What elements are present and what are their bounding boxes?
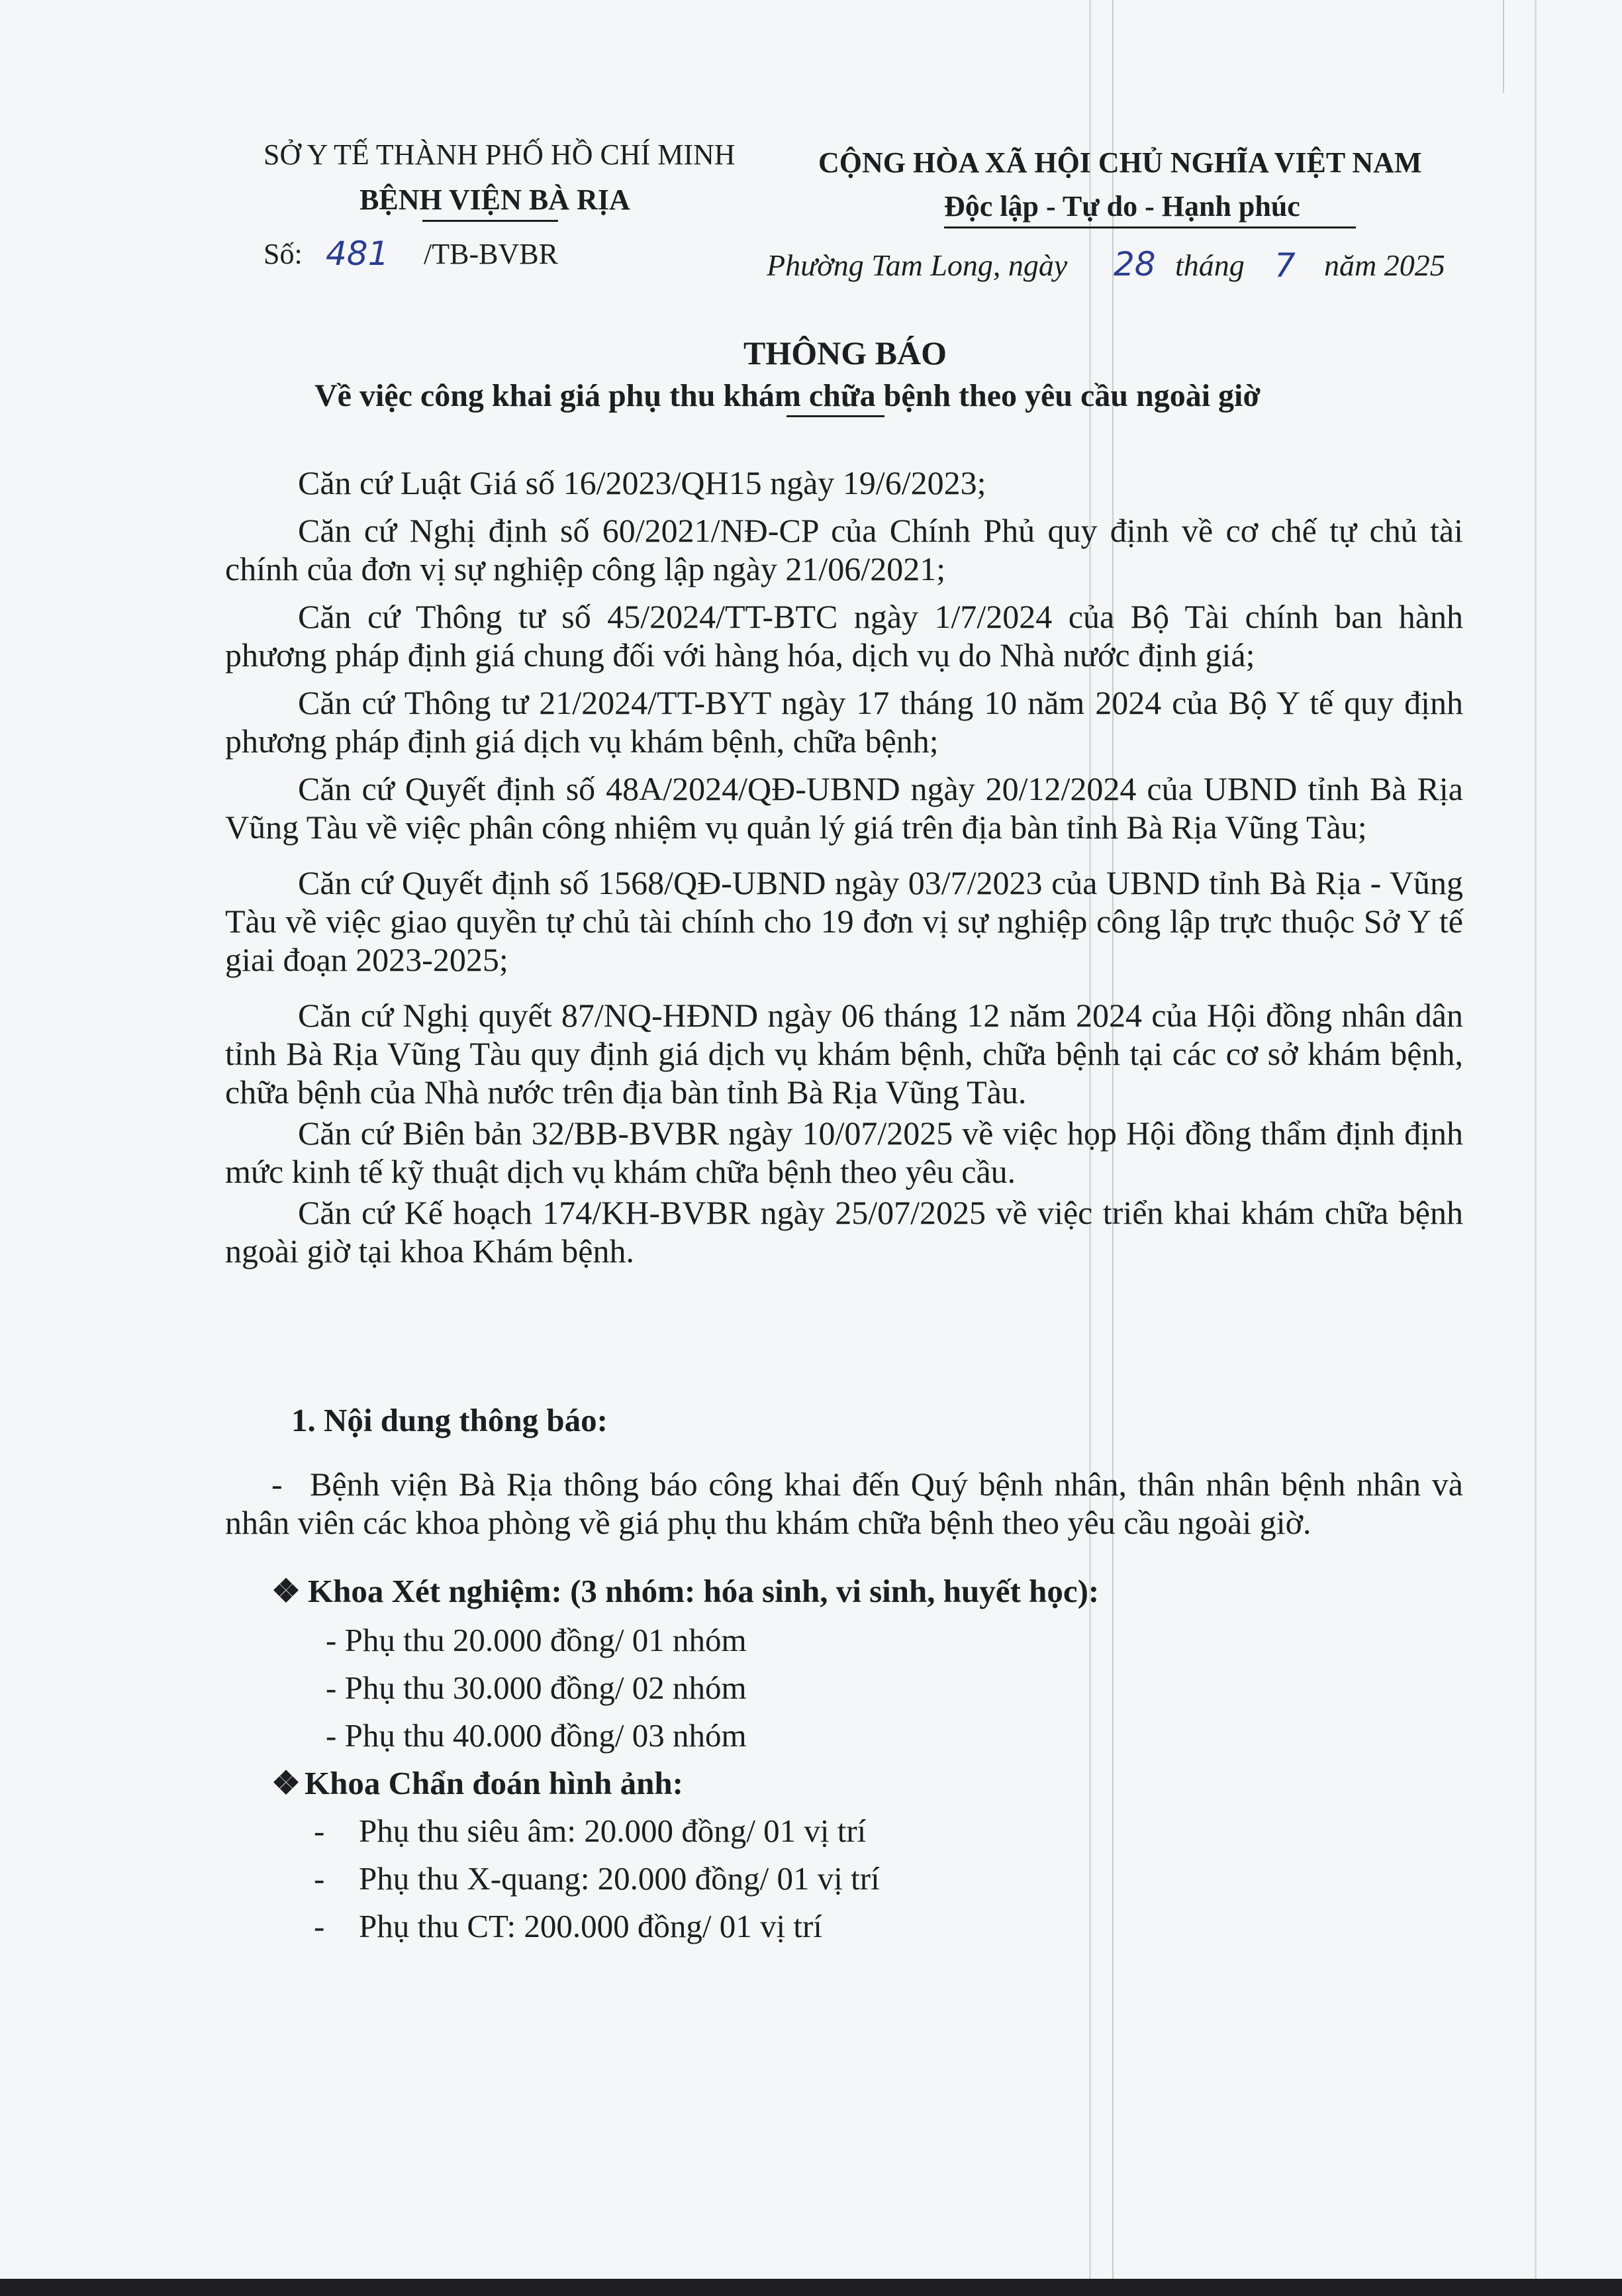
doc-number-suffix: /TB-BVBR (424, 238, 558, 270)
imaging-item: Phụ thu CT: 200.000 đồng/ 01 vị trí (359, 1908, 822, 1944)
lab-heading: Khoa Xét nghiệm: (3 nhóm: hóa sinh, vi sinh, huyết học): (308, 1573, 1100, 1609)
legal-basis-1: Căn cứ Luật Giá số 16/2023/QH15 ngày 19/6/2023; (298, 464, 986, 501)
lab-bullet: ❖ (271, 1573, 301, 1609)
subtitle-underline-mark (787, 415, 884, 417)
doc-number-label: Số: (263, 238, 303, 270)
country-name: CỘNG HÒA XÃ HỘI CHỦ NGHĨA VIỆT NAM (818, 146, 1422, 179)
imaging-dash: - (314, 1860, 325, 1897)
scan-fold-line (1535, 0, 1537, 2296)
document-title: THÔNG BÁO (743, 334, 947, 372)
section-1-intro-block (225, 1465, 1463, 1542)
section-1-heading: 1. Nội dung thông báo: (291, 1402, 608, 1438)
lab-item: - Phụ thu 30.000 đồng/ 02 nhóm (326, 1670, 747, 1706)
motto-underline (944, 226, 1356, 228)
date-place: Phường Tam Long, ngày (767, 248, 1068, 282)
date-year: năm 2025 (1324, 248, 1445, 282)
legal-basis-8: Căn cứ Biên bản 32/BB-BVBR ngày 10/07/2025 về việc họp Hội đồng thẩm định định mức kinh tế kỹ thuật dịch vụ khám chữa bệnh theo yêu cầu. (225, 1115, 1463, 1190)
scan-bottom-edge (0, 2279, 1622, 2296)
imaging-item: Phụ thu siêu âm: 20.000 đồng/ 01 vị trí (359, 1813, 867, 1849)
lab-item: - Phụ thu 20.000 đồng/ 01 nhóm (326, 1622, 747, 1658)
legal-basis-4: Căn cứ Thông tư 21/2024/TT-BYT ngày 17 tháng 10 năm 2024 của Bộ Y tế quy định phương pháp định giá dịch vụ khám bệnh, chữa bệnh; (225, 684, 1463, 760)
legal-basis-7: Căn cứ Nghị quyết 87/NQ-HĐND ngày 06 tháng 12 năm 2024 của Hội đồng nhân dân tỉnh Bà Rịa Vũng Tàu quy định giá dịch vụ khám bệnh, chữa bệnh tại các cơ sở khám bệnh, chữa bệnh của Nhà nước trên địa bàn tỉnh Bà Rịa Vũng Tàu. (225, 997, 1463, 1111)
ministry-name: SỞ Y TẾ THÀNH PHỐ HỒ CHÍ MINH (263, 138, 736, 171)
legal-basis-3: Căn cứ Thông tư số 45/2024/TT-BTC ngày 1/7/2024 của Bộ Tài chính ban hành phương pháp định giá chung đối với hàng hóa, dịch vụ do Nhà nước định giá; (225, 598, 1463, 674)
legal-bases (225, 464, 1463, 1270)
lab-item: - Phụ thu 40.000 đồng/ 03 nhóm (326, 1717, 747, 1754)
legal-basis-2: Căn cứ Nghị định số 60/2021/NĐ-CP của Chính Phủ quy định về cơ chế tự chủ tài chính của đơn vị sự nghiệp công lập ngày 21/06/2021; (225, 512, 1463, 587)
imaging-dash: - (314, 1813, 325, 1849)
section-1-intro: Bệnh viện Bà Rịa thông báo công khai đến Quý bệnh nhân, thân nhân bệnh nhân và nhân viên các khoa phòng về giá phụ thu khám chữa bệnh theo yêu cầu ngoài giờ. (225, 1466, 1463, 1541)
hospital-name-underline (422, 220, 558, 222)
legal-basis-5: Căn cứ Quyết định số 48A/2024/QĐ-UBND ngày 20/12/2024 của UBND tỉnh Bà Rịa Vũng Tàu về việc phân công nhiệm vụ quản lý giá trên địa bàn tỉnh Bà Rịa Vũng Tàu; (225, 770, 1463, 846)
doc-number-handwritten: 481 (326, 234, 389, 273)
scan-fold-line (1503, 0, 1504, 93)
imaging-item: Phụ thu X-quang: 20.000 đồng/ 01 vị trí (359, 1860, 880, 1897)
date-day-handwritten: 28 (1114, 245, 1156, 283)
date-month-label: tháng (1175, 248, 1245, 282)
legal-basis-9: Căn cứ Kế hoạch 174/KH-BVBR ngày 25/07/2025 về việc triển khai khám chữa bệnh ngoài giờ tại khoa Khám bệnh. (225, 1194, 1463, 1270)
date-month-handwritten: 7 (1274, 246, 1296, 285)
legal-basis-6: Căn cứ Quyết định số 1568/QĐ-UBND ngày 03/7/2023 của UBND tỉnh Bà Rịa - Vũng Tàu về việc giao quyền tự chủ tài chính cho 19 đơn vị sự nghiệp công lập trực thuộc Sở Y tế giai đoạn 2023-2025; (225, 864, 1463, 978)
imaging-heading: Khoa Chẩn đoán hình ảnh: (305, 1765, 683, 1801)
document-subtitle: Về việc công khai giá phụ thu khám chữa bệnh theo yêu cầu ngoài giờ (314, 378, 1261, 413)
hospital-name: BỆNH VIỆN BÀ RỊA (359, 183, 630, 216)
national-motto: Độc lập - Tự do - Hạnh phúc (944, 190, 1300, 223)
imaging-bullet: ❖ (271, 1765, 301, 1801)
imaging-dash: - (314, 1908, 325, 1944)
intro-dash: - (271, 1466, 283, 1503)
